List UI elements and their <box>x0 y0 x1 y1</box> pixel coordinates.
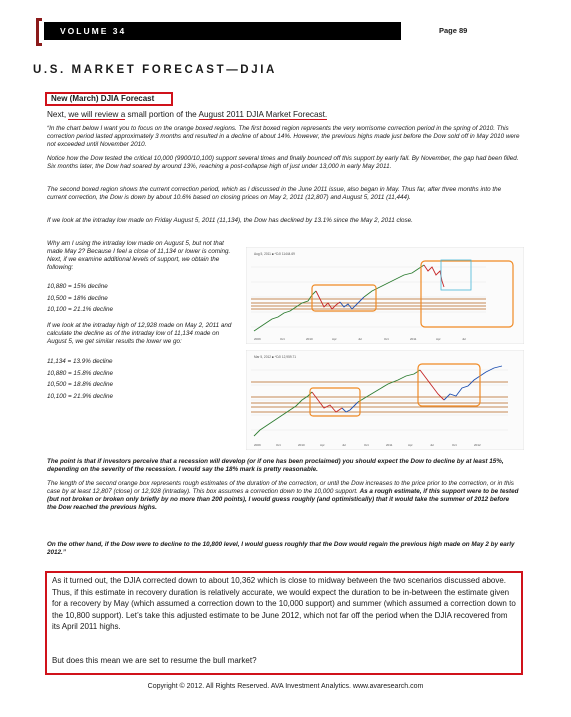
svg-text:Apr: Apr <box>436 337 441 341</box>
svg-text:2009: 2009 <box>254 337 261 341</box>
quote-paragraph-8: The length of the second orange box represents rough estimates of the duration of the correction, or until the Dow increases to the price prior to the correction, or in this case by at least 12,807 (close) or 12,928 (intraday). This box assumes a correction down to the 10,000 support. As a rough estimate, if this support were to be tested (but not broken or broken only briefly by no more than 200 points), I would guess roughly (and optimistically) that it would take the summer of 2012 before the Dow reached the previous highs. <box>47 480 519 511</box>
conclusion-paragraph-2: But does this mean we are set to resume the bull market? <box>52 656 257 665</box>
svg-text:2011: 2011 <box>410 337 417 341</box>
quote-paragraph-6: If we look at the intraday high of 12,928 made on May 2, 2011 and calculate the decline as of the intraday low of 11,134 made on August 5, we get similar results the lower we go: <box>47 322 232 345</box>
header-bracket <box>36 18 42 46</box>
list-item: 10,500 = 18% decline <box>47 294 108 302</box>
svg-text:Apr: Apr <box>332 337 337 341</box>
svg-text:Oct: Oct <box>364 443 369 447</box>
volume-label: VOLUME 34 <box>60 26 127 36</box>
quote-paragraph-3: The second boxed region shows the current correction period, which as I discussed in the June 2011 issue, also began in May. Thus far, after three months into the current correction, the Dow is down by about 10.6% based on closing prices on May 2, 2011 (12,807) and August 5, 2011 (11,444). <box>47 186 502 201</box>
svg-text:Oct: Oct <box>452 443 457 447</box>
lead-sentence: Next, we will review a small portion of the August 2011 DJIA Market Forecast. <box>47 110 328 119</box>
svg-text:Apr: Apr <box>320 443 325 447</box>
list-item: 10,500 = 18.8% decline <box>47 381 113 388</box>
quote-paragraph-5: Why am I using the intraday low made on August 5, but not that made May 2? Because I feel a close of 11,134 or lower is coming. Next, if we examine additional levels of support, we obtain the following: <box>47 240 231 271</box>
svg-text:2009: 2009 <box>254 443 261 447</box>
list-item: 10,880 = 15.8% decline <box>47 369 113 377</box>
svg-text:Jul: Jul <box>430 443 434 447</box>
svg-text:2010: 2010 <box>298 443 305 447</box>
svg-text:Jul: Jul <box>342 443 346 447</box>
decline-list-1 <box>47 281 237 316</box>
svg-text:Oct: Oct <box>280 337 285 341</box>
djia-chart-2012 <box>246 350 524 450</box>
quote-paragraph-2: Notice how the Dow tested the critical 10,000 (9900/10,100) support several times and finally bounced off this support by early fall. By November, the gap had been filled. Six months later, the Dow had soared by around 13%, reaching a post-collapse high of just under 13,000 in early May 2011. <box>47 155 519 170</box>
forecast-link-text: August 2011 DJIA Market Forecast. <box>198 110 328 119</box>
volume-banner <box>44 22 401 40</box>
list-item: 10,100 = 21.9% decline <box>47 392 113 400</box>
svg-text:Jul: Jul <box>358 337 362 341</box>
footer-copyright: Copyright © 2012. All Rights Reserved. AVA Investment Analytics. www.avaresearch.com <box>147 683 424 690</box>
quote-paragraph-7: The point is that if investors perceive that a recession will develop (or if one has been proclaimed) you should expect the Dow to decline by at least 15%, depending on the severity of the recession. I would say the 18% mark is pretty reasonable. <box>47 458 504 473</box>
page-title: U.S. MARKET FORECAST—DJIA <box>33 64 277 76</box>
list-item: 11,134 = 13.9% decline <box>47 358 113 365</box>
svg-text:Apr: Apr <box>408 443 413 447</box>
list-item: 10,880 = 15% decline <box>47 283 108 290</box>
decline-list-2 <box>47 356 237 402</box>
svg-text:Oct: Oct <box>276 443 281 447</box>
chart-caption: Aug 5, 2011 ■ ^DJI 11444.69 <box>254 252 295 256</box>
page-number: Page 89 <box>439 26 468 35</box>
svg-text:2010: 2010 <box>306 337 313 341</box>
svg-text:Oct: Oct <box>384 337 389 341</box>
svg-text:2012: 2012 <box>474 443 481 447</box>
quote-paragraph-9: On the other hand, if the Dow were to decline to the 10,800 level, I would guess roughly that the Dow would regain the previous high made on May 2 by early 2012.” <box>47 541 515 556</box>
djia-chart-2011 <box>246 247 524 344</box>
conclusion-paragraph-1: As it turned out, the DJIA corrected down to about 10,362 which is close to midway between the two scenarios discussed above. Thus, if this estimate in recovery duration is relatively accurate, we would expect the duration to be in-between the estimate given for a recovery by May (which assumed a correction down to the 10,000 support) and summer (which assumed a correction down to the 10,800 support). Let’s take this adjusted estimate to be June 2012, which not far off the period when the DJIA recovered from its April 2011 highs. <box>52 576 516 631</box>
section-label: New (March) DJIA Forecast <box>45 92 173 106</box>
list-item: 10,100 = 21.1% decline <box>47 306 113 313</box>
quote-paragraph-1: “In the chart below I want you to focus on the orange boxed regions. The first boxed region represents the very worrisome correction period in the spring of 2010. This correction period lasted approximately 3 months and resulted in a decline of about 14%. However, the previous highs made just before the Dow sold off in May 2010 were not exceeded until November 2010. <box>47 125 520 148</box>
quote-paragraph-4: If we look at the intraday low made on Friday August 5, 2011 (11,134), the Dow has declined by 13.1% since the May 2, 2011 close. <box>47 217 413 224</box>
svg-text:Jul: Jul <box>462 337 466 341</box>
chart-caption: Mar 5, 2012 ■ ^DJI 12,959.71 <box>254 355 297 359</box>
svg-text:2011: 2011 <box>386 443 393 447</box>
